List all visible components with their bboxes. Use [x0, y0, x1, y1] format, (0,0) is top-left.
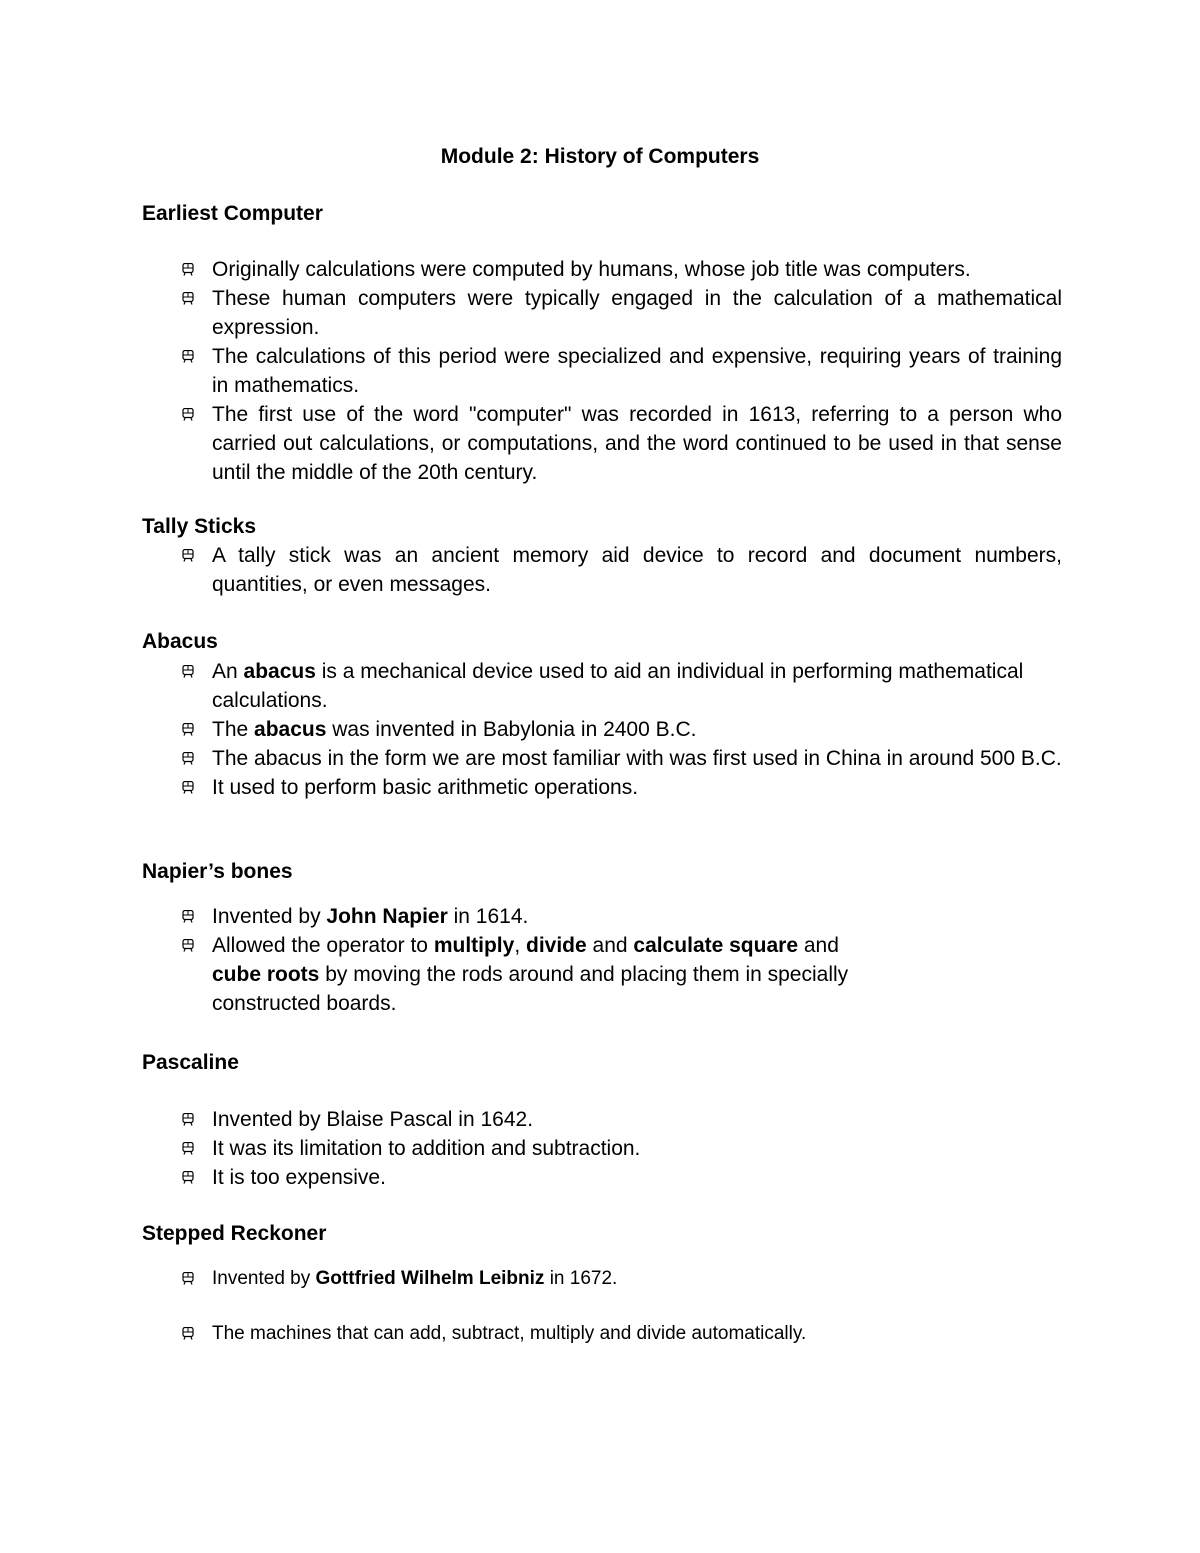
- bullet-icon: [182, 1327, 194, 1340]
- list-item: The calculations of this period were specialized and expensive, requiring years of training in mathematics.: [0, 342, 1062, 400]
- list-tally-sticks: [0, 541, 1200, 599]
- section-heading-stepped-reckoner: Stepped Reckoner: [142, 1222, 327, 1245]
- bullet-icon: [182, 1142, 194, 1155]
- list-item: It is too expensive.: [0, 1163, 1062, 1192]
- bullet-icon: [182, 1272, 194, 1285]
- bullet-icon: [182, 263, 194, 276]
- list-pascaline: [0, 1105, 1200, 1192]
- list-item: The abacus was invented in Babylonia in 2400 B.C.: [0, 715, 1062, 744]
- list-napiers-bones: [0, 902, 1200, 1018]
- list-item: A tally stick was an ancient memory aid device to record and document numbers, quantities, or even messages.: [0, 541, 1062, 599]
- section-heading-pascaline: Pascaline: [142, 1051, 239, 1074]
- bullet-icon: [182, 939, 194, 952]
- bullet-icon: [182, 549, 194, 562]
- bullet-icon: [182, 723, 194, 736]
- bullet-icon: [182, 781, 194, 794]
- list-item: The abacus in the form we are most familiar with was first used in China in around 500 B.C.: [0, 744, 1062, 773]
- section-heading-earliest-computer: Earliest Computer: [142, 202, 323, 225]
- bullet-icon: [182, 665, 194, 678]
- bullet-icon: [182, 1113, 194, 1126]
- list-item: Originally calculations were computed by humans, whose job title was computers.: [0, 255, 1062, 284]
- list-item: It used to perform basic arithmetic operations.: [0, 773, 1062, 802]
- list-item: Invented by John Napier in 1614.: [0, 902, 1062, 931]
- list-item: It was its limitation to addition and subtraction.: [0, 1134, 1062, 1163]
- list-item: The first use of the word "computer" was recorded in 1613, referring to a person who carried out calculations, or computations, and the word continued to be used in that sense until the middle of the 20th century.: [0, 400, 1062, 487]
- bullet-icon: [182, 910, 194, 923]
- bullet-icon: [182, 1171, 194, 1184]
- bullet-icon: [182, 350, 194, 363]
- list-abacus: [0, 657, 1200, 802]
- list-item: Allowed the operator to multiply, divide and calculate square and cube roots by moving the rods around and placing them in specially constructed boards.: [0, 931, 892, 1018]
- page-title: Module 2: History of Computers: [440, 145, 760, 168]
- list-item: An abacus is a mechanical device used to aid an individual in performing mathematical calculations.: [0, 657, 1062, 715]
- bullet-icon: [182, 408, 194, 421]
- section-heading-napiers-bones: Napier’s bones: [142, 860, 293, 883]
- spacer: [0, 1293, 1200, 1319]
- list-item: These human computers were typically engaged in the calculation of a mathematical expression.: [0, 284, 1062, 342]
- bullet-icon: [182, 752, 194, 765]
- section-heading-tally-sticks: Tally Sticks: [142, 515, 257, 538]
- list-item: Invented by Gottfried Wilhelm Leibniz in 1672.: [0, 1264, 1062, 1293]
- list-earliest-computer: [0, 255, 1200, 487]
- list-item: Invented by Blaise Pascal in 1642.: [0, 1105, 1062, 1134]
- list-stepped-reckoner: [0, 1264, 1200, 1348]
- section-heading-abacus: Abacus: [142, 630, 218, 653]
- list-item: The machines that can add, subtract, multiply and divide automatically.: [0, 1319, 1062, 1348]
- bullet-icon: [182, 292, 194, 305]
